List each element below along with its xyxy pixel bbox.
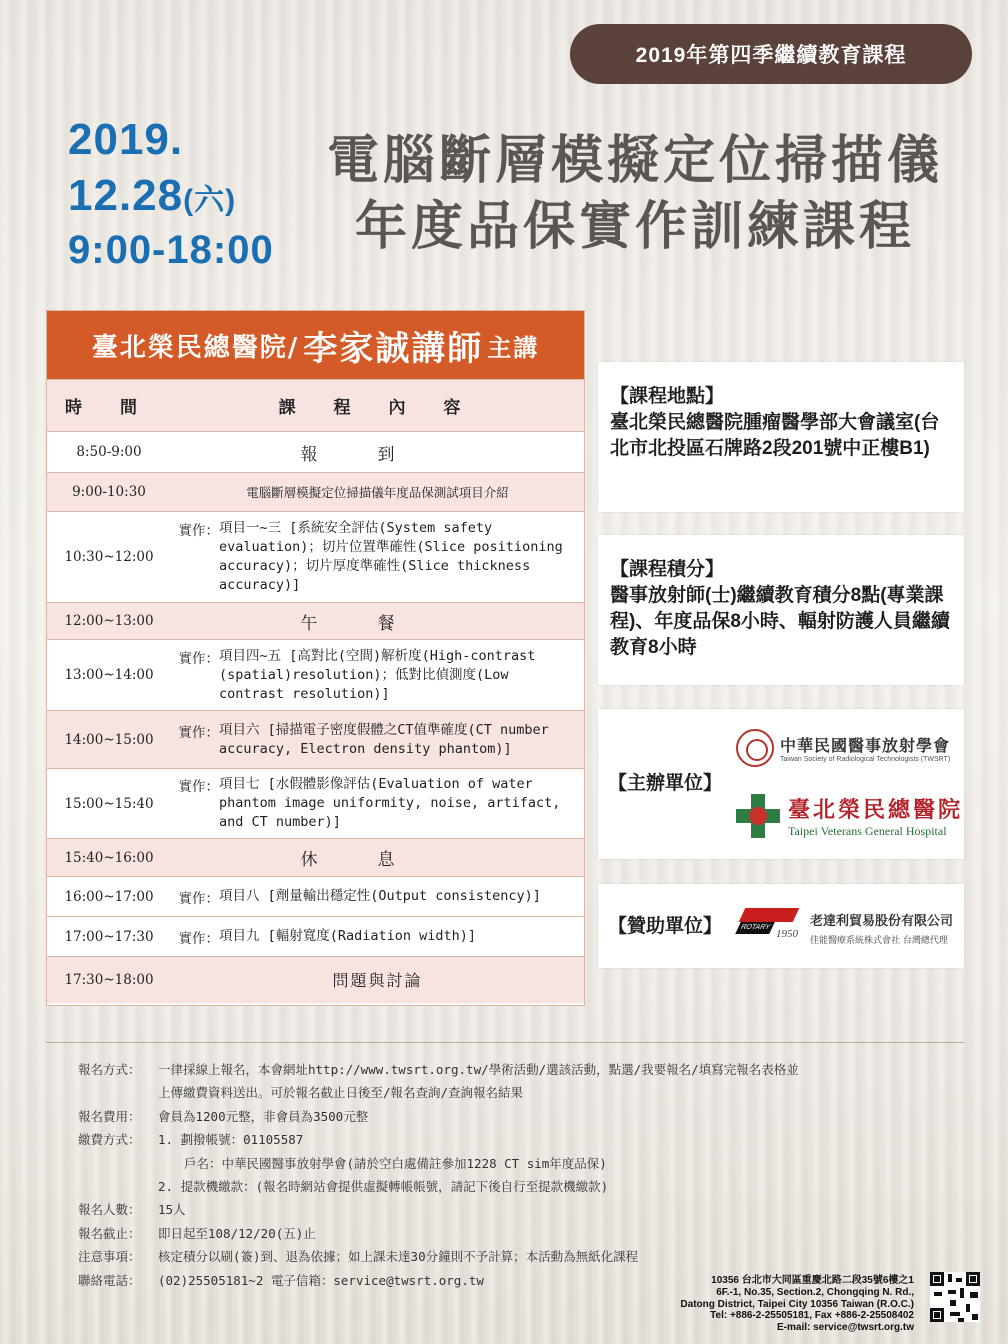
speaker-org: 臺北榮民總醫院/ <box>91 332 300 363</box>
row-time: 15:40~16:00 <box>47 839 171 877</box>
practice-text: 項目六 [掃描電子密度假體之CT值準確度(CT number accuracy, Electron density phantom)] <box>219 721 549 757</box>
reg-phone-key: 聯絡電話： <box>78 1272 141 1288</box>
registration-info <box>78 1058 958 1292</box>
row-time: 17:00~17:30 <box>47 917 171 957</box>
row-time: 15:00~15:40 <box>47 769 171 839</box>
practice-text: 項目八 [劑量輸出穩定性(Output consistency)] <box>219 887 541 904</box>
row-content: 問題與討論 <box>171 957 584 1003</box>
row-content: 電腦斷層模擬定位掃描儀年度品保測試項目介紹 <box>171 473 584 512</box>
row-content <box>171 640 584 711</box>
row-time: 14:00~15:00 <box>47 711 171 769</box>
credits-box <box>598 535 964 685</box>
sponsor-sub: 佳能醫療系統株式會社 台灣總代理 <box>810 936 948 946</box>
date-monthday: 12.28 <box>68 171 184 220</box>
twsrt-name: 中華民國醫事放射學會 <box>780 736 951 755</box>
row-content: 午餐 <box>171 603 584 640</box>
table-row <box>47 839 584 877</box>
reg-pay-account-name: 戶名：中華民國醫事放射學會(請於空白處備註參加1228 CT sim年度品保) <box>184 1155 607 1171</box>
sponsor-name: 老達利貿易股份有限公司 <box>810 914 954 929</box>
sponsor-box <box>598 884 964 968</box>
row-content <box>171 711 584 769</box>
row-content: 報到 <box>171 432 584 473</box>
row-content <box>171 769 584 839</box>
credits-text: 醫事放射師(士)繼續教育積分8點(專業課程)、年度品保8小時、輻射防護人員繼續教育8小時 <box>610 585 950 658</box>
col-time-header: 時 間 <box>47 380 171 432</box>
schedule-table <box>46 310 585 1006</box>
tvgh-name-en: Taipei Veterans General Hospital <box>788 824 947 838</box>
reg-method-text-2: 上傳繳費資料送出。可於報名截止日後至/報名查詢/查詢報名結果 <box>158 1085 524 1101</box>
table-row <box>47 769 584 839</box>
course-season-badge: 2019年第四季繼續教育課程 <box>570 24 972 84</box>
reg-phone: (02)25505181~2 電子信箱：service@twsrt.org.tw <box>158 1272 484 1288</box>
table-row <box>47 473 584 512</box>
date-day <box>68 171 274 230</box>
footer-divider <box>46 1042 964 1043</box>
row-time: 13:00~14:00 <box>47 640 171 711</box>
table-row <box>47 957 584 1003</box>
reg-note: 核定積分以刷(簽)到、退為依據；如上課未達30分鐘則不予計算；本活動為無紙化課程 <box>158 1249 639 1265</box>
speaker-name: 李家誠講師 <box>303 328 484 369</box>
table-row <box>47 917 584 957</box>
row-content <box>171 512 584 603</box>
credits-title: 【課程積分】 <box>610 559 725 580</box>
location-title: 【課程地點】 <box>610 386 725 407</box>
tvgh-name: 臺北榮民總醫院 <box>788 797 964 823</box>
table-row <box>47 512 584 603</box>
page-title <box>300 128 970 260</box>
organizer-title: 【主辦單位】 <box>608 773 723 794</box>
address-line: 6F.-1, No.35, Section.2, Chongqing N. Rd., <box>716 1286 914 1298</box>
table-row <box>47 432 584 473</box>
practice-label: 實作： <box>178 930 219 947</box>
col-content-header: 課 程 內 容 <box>171 380 584 432</box>
practice-label: 實作： <box>178 724 219 741</box>
row-content: 休息 <box>171 839 584 877</box>
row-time: 12:00~13:00 <box>47 603 171 640</box>
twsrt-name-en: Taiwan Society of Radiological Technologists (TWSRT) <box>780 756 951 763</box>
speaker-suffix: 主講 <box>487 332 540 362</box>
practice-text: 項目七 [水假體影像評估(Evaluation of water phantom image uniformity, noise, artifact, and CT number)] <box>219 776 561 830</box>
reg-deadline: 即日起至108/12/20(五)止 <box>158 1225 316 1241</box>
schedule-header-row <box>47 380 584 432</box>
row-content <box>171 877 584 917</box>
practice-label: 實作： <box>178 650 219 667</box>
speaker-header <box>47 311 584 379</box>
location-text: 臺北榮民總醫院腫瘤醫學部大會議室(台北市北投區石牌路2段201號中正樓B1) <box>610 412 940 459</box>
address-line: Datong District, Taipei City 10356 Taiwan (R.O.C.) <box>680 1298 914 1310</box>
practice-label: 實作： <box>178 523 219 539</box>
table-row <box>47 603 584 640</box>
reg-fee-key: 報名費用： <box>78 1108 141 1124</box>
title-line-1: 電腦斷層模擬定位掃描儀 <box>326 131 943 191</box>
practice-label: 實作： <box>178 890 219 907</box>
twsrt-seal-icon <box>736 729 774 767</box>
table-row <box>47 877 584 917</box>
date-time: 9:00-18:00 <box>68 228 274 272</box>
practice-text: 項目一~三 [系統安全評估(System safety evaluation)；切片位置準確性(Slice positioning accuracy)；切片厚度準確性(Slice thickness accuracy)] <box>219 520 563 593</box>
location-box <box>598 362 964 512</box>
row-time: 9:00-10:30 <box>47 473 171 512</box>
reg-count-key: 報名人數： <box>78 1202 141 1218</box>
row-time: 8:50-9:00 <box>47 432 171 473</box>
table-row <box>47 711 584 769</box>
sponsor-title: 【贊助單位】 <box>608 916 723 937</box>
address-line: E-mail: service@twsrt.org.tw <box>776 1322 914 1334</box>
schedule-grid <box>47 379 584 1003</box>
row-time: 10:30~12:00 <box>47 512 171 603</box>
qr-code-icon[interactable] <box>930 1272 980 1322</box>
rotary-logo-icon <box>738 906 798 946</box>
address-line: 10356 台北市大同區重慶北路二段35號6樓之1 <box>711 1275 914 1286</box>
reg-pay-key: 繳費方式： <box>78 1132 141 1148</box>
reg-pay-2: 2. 提款機繳款：(報名時網站會提供虛擬轉帳帳號，請記下後自行至提款機繳款) <box>158 1179 609 1195</box>
title-line-2: 年度品保實作訓練課程 <box>354 197 915 257</box>
table-row <box>47 640 584 711</box>
reg-pay-1: 1. 劃撥帳號：01105587 <box>158 1132 304 1148</box>
society-address <box>596 1275 914 1334</box>
practice-label: 實作： <box>178 779 219 795</box>
reg-count: 15人 <box>158 1202 186 1218</box>
row-time: 16:00~17:00 <box>47 877 171 917</box>
tvgh-logo <box>736 793 963 839</box>
sponsor-name-block <box>810 910 953 946</box>
row-time: 17:30~18:00 <box>47 957 171 1003</box>
reg-method-text: 一律採線上報名，本會網址http://www.twsrt.org.tw/學術活動/選該活動，點選/我要報名/填寫完報名表格並 <box>158 1062 799 1077</box>
event-date <box>68 115 274 286</box>
rotary-logo-year: 1950 <box>776 928 798 940</box>
reg-fee: 會員為1200元整，非會員為3500元整 <box>158 1108 369 1124</box>
practice-text: 項目九 [輻射寬度(Radiation width)] <box>219 927 477 944</box>
hospital-cross-icon <box>736 794 780 838</box>
twsrt-logo <box>736 729 950 767</box>
rotary-logo-text: ROTARY <box>735 922 775 934</box>
reg-deadline-key: 報名截止： <box>78 1225 141 1241</box>
date-year: 2019. <box>68 115 184 164</box>
reg-note-key: 注意事項： <box>78 1249 141 1265</box>
reg-method-key: 報名方式： <box>78 1062 141 1077</box>
organizer-box <box>598 709 964 859</box>
practice-text: 項目四~五 [高對比(空間)解析度(High-contrast (spatial)resolution)；低對比偵測度(Low contrast resolution)] <box>219 647 536 702</box>
row-content <box>171 917 584 957</box>
address-line: Tel: +886-2-25505181, Fax +886-2-25508402 <box>710 1310 914 1322</box>
date-weekday: (六) <box>183 184 237 217</box>
